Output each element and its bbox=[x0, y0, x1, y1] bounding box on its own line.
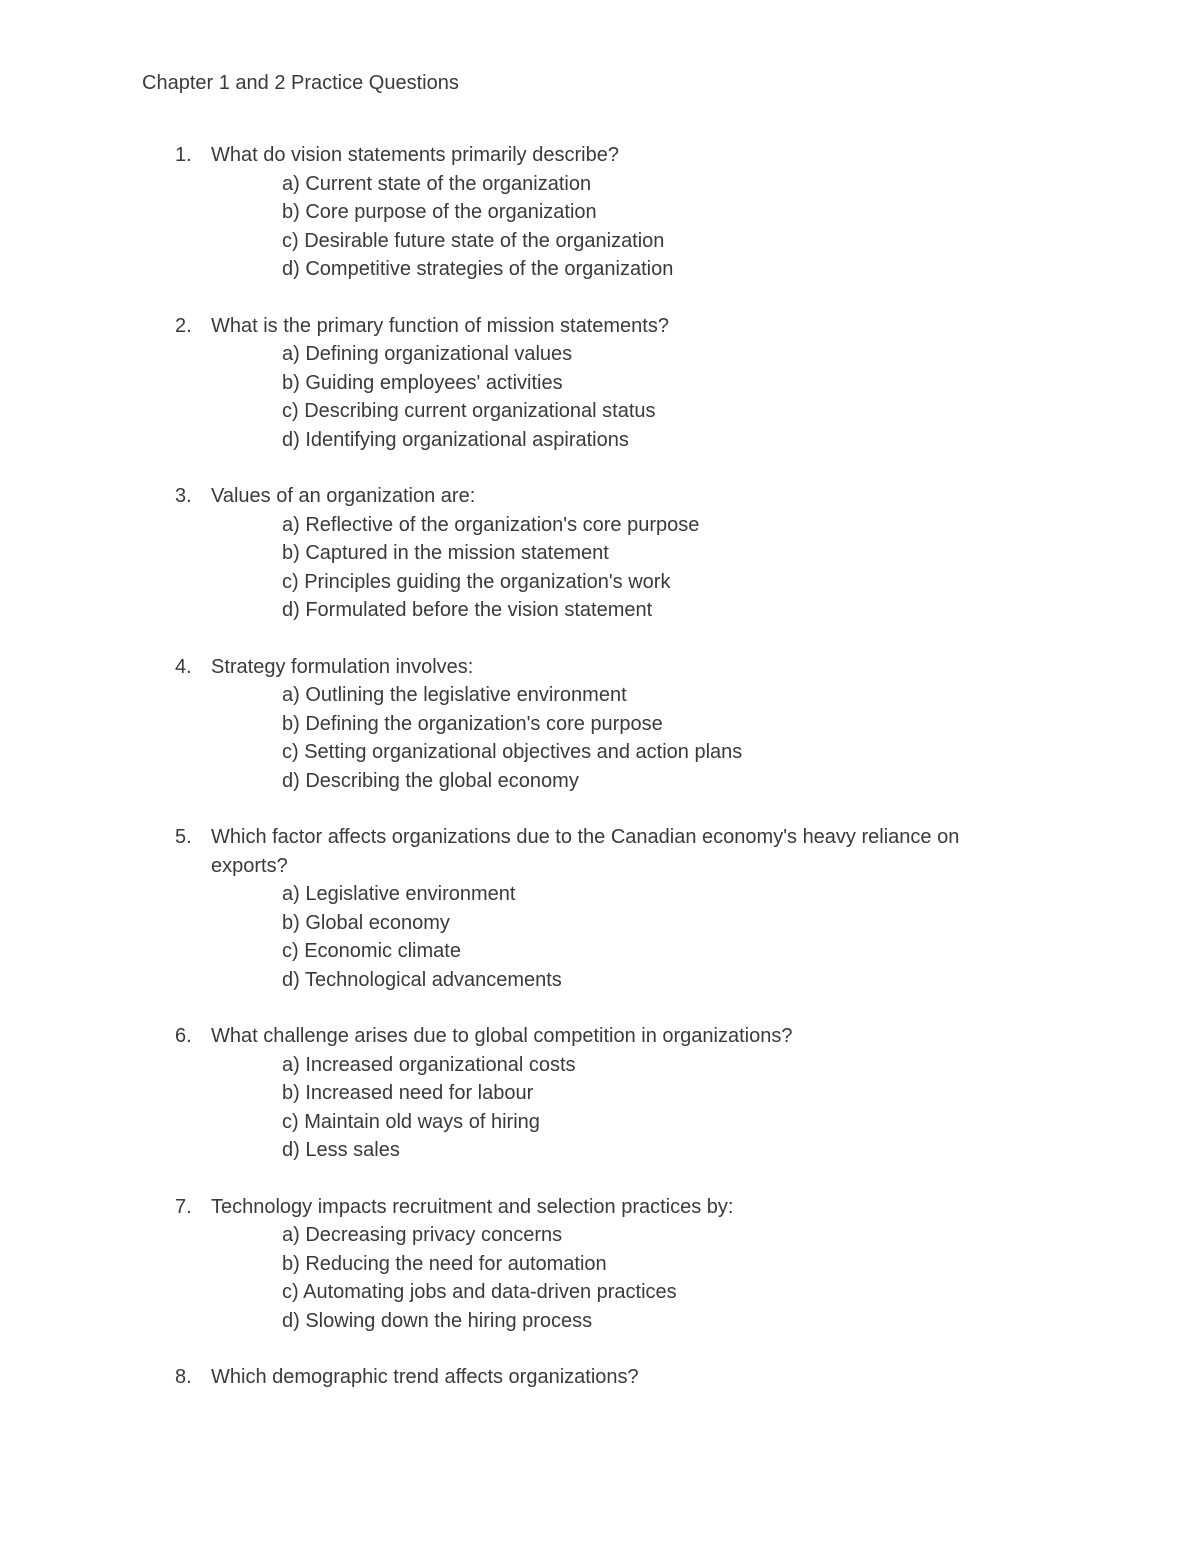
answer-option-c: c) Economic climate bbox=[282, 940, 461, 962]
answer-option-a: a) Outlining the legislative environment bbox=[282, 684, 627, 706]
answer-option-c: c) Maintain old ways of hiring bbox=[282, 1110, 540, 1133]
answer-option-d: d) Formulated before the vision statement bbox=[282, 599, 653, 621]
question-text: What is the primary function of mission statements? bbox=[211, 314, 669, 337]
answer-option-a: a) Reflective of the organization's core purpose bbox=[282, 513, 700, 536]
question-line bbox=[0, 823, 1200, 880]
answer-option-b: b) Captured in the mission statement bbox=[282, 542, 609, 564]
question-text: Which demographic trend affects organizations? bbox=[211, 1366, 639, 1388]
question-text: What challenge arises due to global competition in organizations? bbox=[211, 1025, 793, 1047]
answer-option-d: d) Competitive strategies of the organization bbox=[282, 258, 674, 280]
question-number: 3. bbox=[175, 485, 192, 507]
answer-option-a: a) Decreasing privacy concerns bbox=[282, 1224, 563, 1246]
answer-option-d: d) Less sales bbox=[282, 1139, 400, 1161]
answer-option-c: c) Desirable future state of the organization bbox=[282, 229, 665, 252]
question-number: 8. bbox=[175, 1366, 192, 1388]
question-line bbox=[0, 312, 1200, 341]
question-8 bbox=[0, 1363, 1200, 1392]
answer-option-d: d) Technological advancements bbox=[282, 968, 562, 991]
question-text: Technology impacts recruitment and selection practices by: bbox=[211, 1195, 734, 1218]
question-4 bbox=[0, 653, 1200, 796]
answer-options bbox=[0, 1221, 1200, 1335]
answer-option-d: d) Describing the global economy bbox=[282, 769, 579, 792]
answer-option-b: b) Global economy bbox=[282, 911, 450, 934]
question-number: 4. bbox=[175, 655, 192, 678]
answer-option-b: b) Core purpose of the organization bbox=[282, 201, 597, 223]
answer-options bbox=[0, 170, 1200, 284]
question-1 bbox=[0, 141, 1200, 284]
page-title: Chapter 1 and 2 Practice Questions bbox=[142, 72, 459, 94]
answer-option-d: d) Slowing down the hiring process bbox=[282, 1309, 593, 1332]
answer-option-b: b) Guiding employees' activities bbox=[282, 371, 563, 394]
answer-option-c: c) Principles guiding the organization's work bbox=[282, 570, 671, 593]
question-text: Values of an organization are: bbox=[211, 485, 476, 507]
answer-option-c: c) Describing current organizational status bbox=[282, 400, 656, 422]
question-number: 7. bbox=[175, 1195, 192, 1218]
question-line bbox=[0, 653, 1200, 682]
question-text: Strategy formulation involves: bbox=[211, 655, 474, 678]
question-line bbox=[0, 1363, 1200, 1392]
answer-options bbox=[0, 1051, 1200, 1165]
answer-options bbox=[0, 880, 1200, 994]
question-number: 1. bbox=[175, 144, 192, 166]
answer-option-a: a) Increased organizational costs bbox=[282, 1053, 576, 1076]
answer-option-a: a) Current state of the organization bbox=[282, 172, 592, 195]
answer-option-b: b) Reducing the need for automation bbox=[282, 1252, 607, 1275]
question-3 bbox=[0, 482, 1200, 625]
answer-option-c: c) Setting organizational objectives and action plans bbox=[282, 741, 743, 763]
answer-option-a: a) Defining organizational values bbox=[282, 343, 573, 365]
question-line bbox=[0, 482, 1200, 511]
answer-options bbox=[0, 511, 1200, 625]
question-5 bbox=[0, 823, 1200, 994]
question-line bbox=[0, 141, 1200, 170]
question-line bbox=[0, 1193, 1200, 1222]
question-7 bbox=[0, 1193, 1200, 1336]
question-number: 5. bbox=[175, 826, 192, 848]
answer-option-c: c) Automating jobs and data-driven practices bbox=[282, 1281, 677, 1303]
answer-option-a: a) Legislative environment bbox=[282, 883, 516, 905]
question-line bbox=[0, 1022, 1200, 1051]
question-6 bbox=[0, 1022, 1200, 1165]
answer-option-d: d) Identifying organizational aspirations bbox=[282, 428, 629, 451]
answer-options bbox=[0, 340, 1200, 454]
answer-option-b: b) Defining the organization's core purpose bbox=[282, 712, 663, 735]
question-number: 6. bbox=[175, 1025, 192, 1047]
question-text: Which factor affects organizations due to the Canadian economy's heavy reliance on exports? bbox=[211, 826, 960, 877]
question-2 bbox=[0, 312, 1200, 455]
question-text: What do vision statements primarily describe? bbox=[211, 144, 619, 166]
answer-option-b: b) Increased need for labour bbox=[282, 1082, 534, 1104]
question-number: 2. bbox=[175, 314, 192, 337]
answer-options bbox=[0, 681, 1200, 795]
question-list bbox=[0, 141, 1200, 1420]
